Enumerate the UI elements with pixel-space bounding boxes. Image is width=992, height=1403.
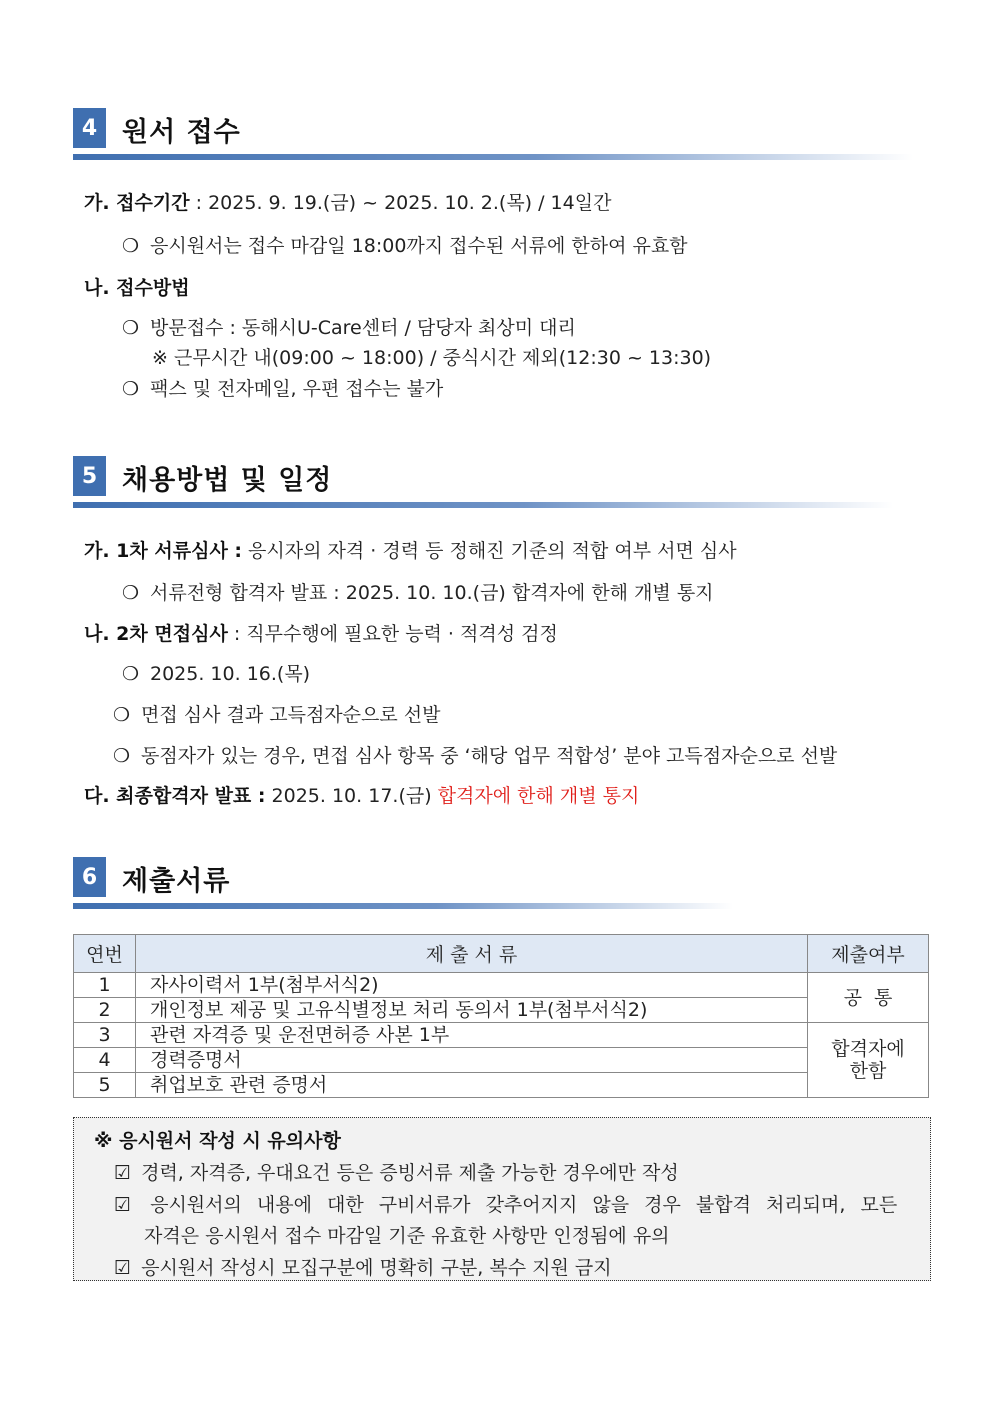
notice-item: ☑ 경력, 자격증, 우대요건 등은 증빙서류 제출 가능한 경우에만 작성 bbox=[114, 1162, 679, 1184]
list-item: ❍ 응시원서는 접수 마감일 18:00까지 접수된 서류에 한하여 유효함 bbox=[122, 235, 688, 257]
circle-bullet-icon: ❍ bbox=[113, 704, 131, 726]
circle-bullet-icon: ❍ bbox=[113, 745, 131, 767]
section-number: 6 bbox=[73, 857, 106, 897]
column-header: 제출여부 bbox=[808, 935, 929, 973]
interview-screening: 나. 2차 면접심사 : 직무수행에 필요한 능력 · 적격성 검정 bbox=[84, 623, 558, 645]
notice-item: ☑ 응시원서의 내용에 대한 구비서류가 갖추어지지 않을 경우 불합격 처리되며, 모든 bbox=[114, 1194, 898, 1216]
application-method-label: 나. 접수방법 bbox=[84, 277, 190, 299]
checkbox-checked-icon: ☑ bbox=[114, 1257, 132, 1279]
document-name: 경력증명서 bbox=[136, 1048, 808, 1073]
section-divider bbox=[73, 502, 893, 508]
column-header: 연번 bbox=[74, 935, 136, 973]
section-divider bbox=[73, 903, 733, 909]
row-number: 3 bbox=[74, 1023, 136, 1048]
document-name: 취업보호 관련 증명서 bbox=[136, 1073, 808, 1098]
documents-table bbox=[73, 934, 929, 1098]
submission-type: 공 통 bbox=[808, 973, 929, 1023]
table-header-row bbox=[74, 935, 929, 973]
table-row bbox=[74, 1048, 929, 1073]
section-number: 5 bbox=[73, 456, 106, 496]
circle-bullet-icon: ❍ bbox=[122, 663, 140, 685]
notice-title: ※ 응시원서 작성 시 유의사항 bbox=[94, 1130, 341, 1152]
document-name: 개인정보 제공 및 고유식별정보 처리 동의서 1부(첨부서식2) bbox=[136, 998, 808, 1023]
checkbox-checked-icon: ☑ bbox=[114, 1194, 132, 1216]
table-row bbox=[74, 1023, 929, 1048]
circle-bullet-icon: ❍ bbox=[122, 378, 140, 400]
list-item-note: ※ 근무시간 내(09:00 ~ 18:00) / 중식시간 제외(12:30 ~ 13:30) bbox=[152, 347, 712, 369]
list-item: ❍ 2025. 10. 16.(목) bbox=[122, 663, 311, 685]
table-row bbox=[74, 998, 929, 1023]
section-number: 4 bbox=[73, 108, 106, 148]
submission-type: 합격자에 한함 bbox=[808, 1023, 929, 1098]
list-item: ❍ 서류전형 합격자 발표 : 2025. 10. 10.(금) 합격자에 한해 개별 통지 bbox=[122, 582, 714, 604]
application-period: 가. 접수기간 : 2025. 9. 19.(금) ~ 2025. 10. 2.(목) / 14일간 bbox=[84, 192, 612, 214]
document-name: 관련 자격증 및 운전면허증 사본 1부 bbox=[136, 1023, 808, 1048]
final-announcement: 다. 최종합격자 발표 : 2025. 10. 17.(금) 합격자에 한해 개별 통지 bbox=[84, 785, 640, 807]
list-item: ❍ 면접 심사 결과 고득점자순으로 선발 bbox=[113, 704, 441, 726]
row-number: 1 bbox=[74, 973, 136, 998]
document-screening: 가. 1차 서류심사 : 응시자의 자격 · 경력 등 정해진 기준의 적합 여부 서면 심사 bbox=[84, 540, 737, 562]
notice-item-continued: 자격은 응시원서 접수 마감일 기준 유효한 사항만 인정됨에 유의 bbox=[144, 1225, 670, 1247]
section-title: 원서 접수 bbox=[122, 117, 241, 148]
row-number: 5 bbox=[74, 1073, 136, 1098]
notice-box bbox=[73, 1117, 931, 1281]
column-header: 제 출 서 류 bbox=[136, 935, 808, 973]
checkbox-checked-icon: ☑ bbox=[114, 1162, 132, 1184]
table-row bbox=[74, 973, 929, 998]
circle-bullet-icon: ❍ bbox=[122, 235, 140, 257]
notice-item: ☑ 응시원서 작성시 모집구분에 명확히 구분, 복수 지원 금지 bbox=[114, 1257, 612, 1279]
circle-bullet-icon: ❍ bbox=[122, 582, 140, 604]
circle-bullet-icon: ❍ bbox=[122, 317, 140, 339]
row-number: 4 bbox=[74, 1048, 136, 1073]
list-item: ❍ 동점자가 있는 경우, 면접 심사 항목 중 ‘해당 업무 적합성’ 분야 고득점자순으로 선발 bbox=[113, 745, 838, 767]
row-number: 2 bbox=[74, 998, 136, 1023]
section-divider bbox=[73, 154, 913, 160]
section-title: 제출서류 bbox=[122, 866, 231, 897]
list-item: ❍ 팩스 및 전자메일, 우편 접수는 불가 bbox=[122, 378, 444, 400]
section-title: 채용방법 및 일정 bbox=[122, 465, 333, 496]
list-item: ❍ 방문접수 : 동해시U-Care센터 / 담당자 최상미 대리 bbox=[122, 317, 576, 339]
highlight-text: 합격자에 한해 개별 통지 bbox=[437, 785, 640, 807]
document-name: 자사이력서 1부(첨부서식2) bbox=[136, 973, 808, 998]
table-row bbox=[74, 1073, 929, 1098]
